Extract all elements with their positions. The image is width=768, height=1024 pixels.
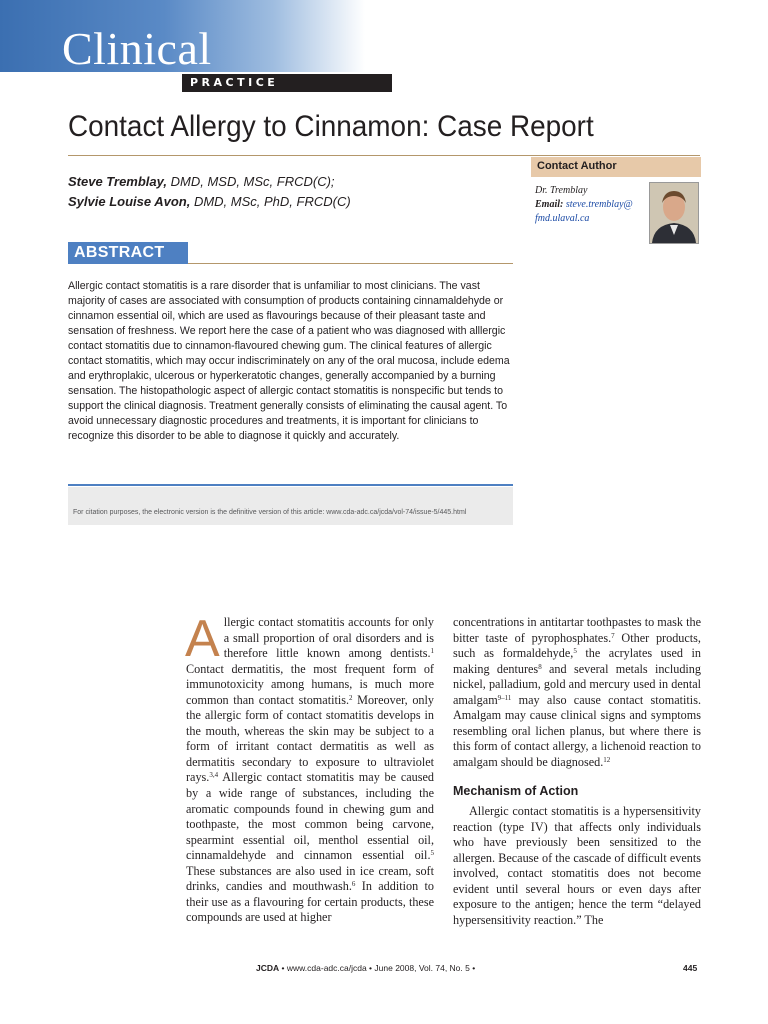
reference-marker: 8	[538, 662, 542, 671]
body-text: These substances are also used in ice cream, soft drinks, candies and mouthwash.	[186, 863, 434, 894]
body-text: the acrylates used in making dentures	[453, 646, 701, 676]
author-portrait-icon	[650, 183, 698, 243]
reference-marker: 6	[351, 880, 356, 889]
reference-marker: 1	[430, 647, 434, 656]
reference-marker: 9–11	[497, 693, 512, 702]
body-text: and several metals including nickel, palladium, gold and mercury used in dental amalgam	[453, 661, 701, 707]
subsection-label: PRACTICE	[190, 76, 279, 89]
reference-marker: 7	[611, 631, 615, 640]
body-text: Other products, such as formaldehyde,	[453, 630, 701, 661]
contact-author-info	[535, 184, 633, 226]
paragraph	[453, 615, 701, 770]
page-number: 445	[683, 963, 698, 973]
article-title: Contact Allergy to Cinnamon: Case Report	[68, 110, 594, 143]
citation-note: For citation purposes, the electronic version is the definitive version of this article: www.cda-adc.ca/jcda/vol-74/issue-5/445.html	[73, 509, 467, 516]
author-line	[68, 192, 351, 212]
email-link[interactable]: steve.tremblay@	[565, 199, 633, 210]
author-name: Sylvie Louise Avon,	[68, 194, 191, 209]
contact-author-email	[535, 198, 633, 212]
email-label: Email:	[535, 199, 564, 210]
author-photo	[649, 182, 699, 244]
contact-author-heading: Contact Author	[537, 160, 617, 172]
body-column-right	[453, 615, 701, 928]
reference-marker: 5	[573, 647, 577, 656]
body-text: In addition to their use as a flavouring for certain products, these compounds are used at higher	[186, 879, 435, 925]
title-divider	[68, 155, 700, 156]
citation-divider	[68, 484, 513, 486]
citation-box	[68, 487, 513, 525]
body-text: Moreover, only the allergic form of contact stomatitis develops in the mouth, whereas the skin may be subject to a form of irritant contact dermatitis as well as dermatitis secondary to exposure to ultraviolet rays.	[186, 692, 434, 785]
page-footer	[256, 963, 475, 973]
author-name: Steve Tremblay,	[68, 174, 167, 189]
email-link-continued[interactable]: fmd.ulaval.ca	[535, 213, 590, 224]
reference-marker: 5	[430, 849, 434, 858]
author-degrees: DMD, MSc, PhD, FRCD(C)	[190, 194, 351, 209]
body-text: concentrations in antitartar toothpastes to mask the bitter taste of pyrophosphates.	[453, 615, 701, 645]
author-line	[68, 172, 351, 192]
footer-info: • www.cda-adc.ca/jcda • June 2008, Vol. 74, No. 5 •	[279, 963, 476, 973]
contact-author-name: Dr. Tremblay	[535, 185, 588, 196]
section-label: Clinical	[62, 23, 212, 74]
reference-marker: 3,4	[209, 771, 219, 780]
author-degrees: DMD, MSD, MSc, FRCD(C);	[167, 174, 335, 189]
body-text: llergic contact stomatitis accounts for only a small proportion of oral disorders and is therefore little known among dentists.	[223, 615, 434, 661]
body-text: Contact dermatitis, the most frequent form of immunotoxicity among humans, is much more common than contact stomatitis.	[186, 661, 434, 707]
drop-cap: A	[185, 610, 220, 668]
section-subheading: Mechanism of Action	[453, 784, 579, 799]
author-list	[68, 172, 351, 212]
abstract-divider	[188, 263, 513, 264]
journal-name: JCDA	[256, 963, 280, 973]
paragraph: Allergic contact stomatitis is a hypersensitivity reaction (type IV) that affects only individuals who have previously been sensitized to the allergen. Because of the cascade of difficult events involved, contact stomatitis does not become evident until several hours or even days after exposure to the antigen; hence the term “delayed hypersensitivity reaction.” The	[453, 804, 701, 927]
abstract-text: Allergic contact stomatitis is a rare disorder that is unfamiliar to most clinicians. The vast majority of cases are associated with consumption of products containing cinnamaldehyde or cinnamon essential oil, which are used as flavourings because of their pleasant taste and sensation of freshness. We report here the case of a patient who was diagnosed with alllergic contact stomatitis due to cinnamon-flavoured chewing gum. The clinical features of allergic contact stomatitis, which may occur indiscriminately on any of the oral mucosa, include edema and erythroplakic, ulcerous or hyperkeratotic changes, generally accompanied by a burning sensation. The histopathologic aspect of allergic contact stomatitis is nonspecific but tends to support the clinical diagnosis. Treatment generally consists of eliminating the causal agent. To avoid unnecessary diagnostic procedures and treatments, it is important for clinicians to recognize this disorder to be able to diagnose it quickly and accurately.	[68, 280, 510, 443]
reference-marker: 12	[603, 755, 611, 764]
abstract-heading: ABSTRACT	[74, 244, 165, 261]
body-text: may also cause contact stomatitis. Amalgam may cause clinical signs and symptoms resembling oral lichen planus, but where there is this form of contact allergy, a lichenoid reaction to amalgam should be diagnosed.	[453, 692, 701, 769]
body-text: Allergic contact stomatitis may be caused by a wide range of substances, including the aromatic compounds found in chewing gum and toothpaste, the most common being carvone, spearmint essential oil, menthol essential oil, cinnamaldehyde and cinnamon essential oil.	[186, 770, 434, 863]
reference-marker: 2	[349, 693, 353, 702]
body-column-left	[185, 610, 435, 926]
